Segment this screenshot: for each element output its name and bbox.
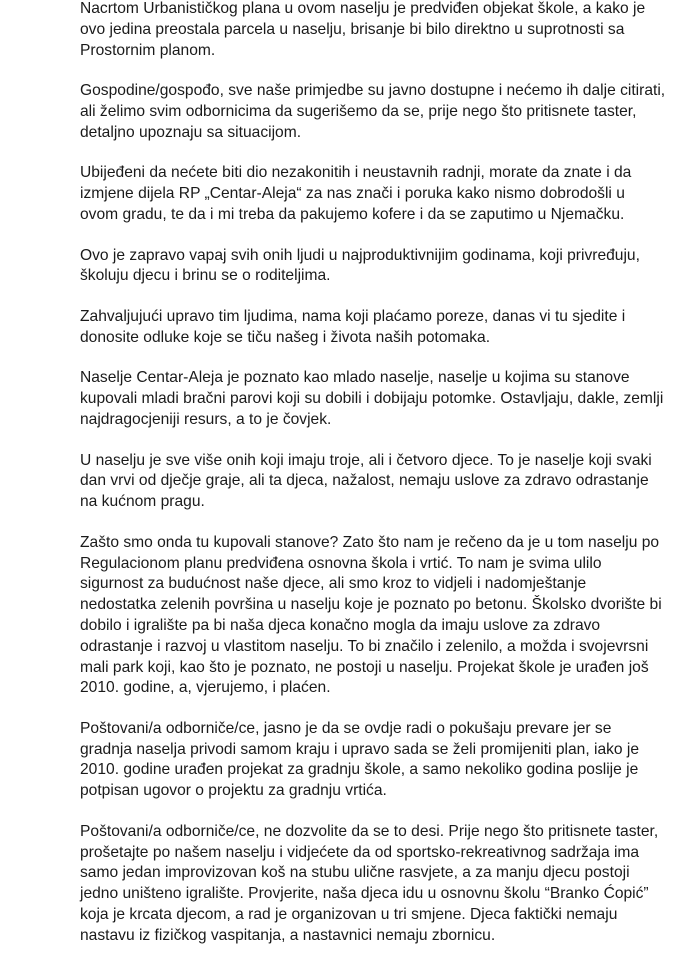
- paragraph-line: nastavu iz fizičkog vaspitanja, a nastavnici nemaju zbornicu.: [80, 926, 496, 944]
- paragraph-line: odrastanje i razvoj u vlastitom naselju. To bi značilo i zelenilo, a možda i svojevrsni: [80, 637, 649, 655]
- paragraph-line: samo jedan improvizovan koš na stubu ulične rasvjete, a za manju djecu postoji: [80, 864, 630, 882]
- paragraph-line: prošetajte po našem naselju i vidjećete da od sportsko-rekreativnog sadržaja ima: [80, 843, 640, 861]
- paragraph-line: na kućnom pragu.: [80, 493, 205, 511]
- paragraph-line: Zahvaljujući upravo tim ljudima, nama koji plaćamo poreze, danas vi tu sjedite i: [80, 307, 626, 325]
- paragraph-line: školuju djecu i brinu se o roditeljima.: [80, 267, 331, 285]
- paragraph-line: ali želimo svim odbornicima da sugerišemo da se, prije nego što pritisnete taster,: [80, 102, 637, 120]
- paragraph-line: donosite odluke koje se tiču našeg i života naših potomaka.: [80, 328, 491, 346]
- paragraph-line: 2010. godine urađen projekat za gradnju škole, a samo nekoliko godina poslije je: [80, 761, 639, 779]
- paragraph-line: dobilo i igralište pa bi naša djeca konačno mogla da imaju uslove za zdravo: [80, 616, 601, 634]
- paragraph-line: dan vrvi od dječje graje, ali ta djeca, nažalost, nemaju uslove za zdravo odrastanje: [80, 472, 649, 490]
- paragraph: [80, 0, 680, 61]
- paragraph-line: 2010. godine, a, vjerujemo, i plaćen.: [80, 679, 331, 697]
- paragraph-line: nedostatka zelenih površina u naselju koje je poznato po betonu. Školsko dvorište bi: [80, 596, 662, 614]
- paragraph-line: gradnja naselja privodi samom kraju i upravo sada se želi promijeniti plan, iako je: [80, 740, 640, 758]
- paragraph-line: Zašto smo onda tu kupovali stanove? Zato što nam je rečeno da je u tom naselju po: [80, 533, 660, 551]
- paragraph-line: ovom gradu, te da i mi treba da pakujemo kofere i da se zaputimo u Njemačku.: [80, 205, 625, 223]
- paragraph-line: Gospodine/gospođo, sve naše primjedbe su javno dostupne i nećemo ih dalje citirati,: [80, 82, 666, 100]
- paragraph: [80, 163, 680, 225]
- paragraph-line: potpisan ugovor o projektu za gradnju vrtića.: [80, 782, 387, 800]
- paragraph: [80, 368, 680, 430]
- paragraph-line: Prostornim planom.: [80, 41, 216, 59]
- paragraph-line: koja je krcata djecom, a rad je organizovan u tri smjene. Djeca faktički nemaju: [80, 906, 618, 924]
- paragraph-line: Ovo je zapravo vapaj svih onih ljudi u najproduktivnijim godinama, koji privređuju,: [80, 246, 640, 264]
- paragraph-line: jedno uništeno igralište. Provjerite, naša djeca idu u osnovnu školu “Branko Ćopić”: [80, 885, 649, 903]
- paragraph: [80, 822, 680, 947]
- paragraph-line: kupovali mladi bračni parovi koji su dobili i dobijaju potomke. Ostavljaju, dakle, zemlji: [80, 390, 664, 408]
- paragraph-line: Poštovani/a odborniče/ce, ne dozvolite da se to desi. Prije nego što pritisnete taster,: [80, 822, 659, 840]
- paragraph-line: Ubijeđeni da nećete biti dio nezakonitih i neustavnih radnji, morate da znate i da: [80, 164, 632, 182]
- paragraph: [80, 719, 680, 802]
- paragraph-line: najdragocjeniji resurs, a to je čovjek.: [80, 410, 332, 428]
- paragraph-line: U naselju je sve više onih koji imaju troje, ali i četvoro djece. To je naselje koji svaki: [80, 451, 652, 469]
- paragraph-line: sigurnost za budućnost naše djece, ali smo kroz to vidjeli i nadomještanje: [80, 575, 587, 593]
- paragraph-line: mali park koji, kao što je poznato, ne postoji u naselju. Projekat škole je urađen još: [80, 658, 649, 676]
- paragraph: [80, 81, 680, 143]
- paragraph-line: Naselje Centar-Aleja je poznato kao mlado naselje, naselje u kojima su stanove: [80, 369, 630, 387]
- paragraph: [80, 307, 680, 349]
- document-body: [80, 0, 680, 966]
- paragraph-line: ovo jedina preostala parcela u naselju, brisanje bi bilo direktno u suprotnosti sa: [80, 20, 625, 38]
- paragraph-line: Poštovani/a odborniče/ce, jasno je da se ovdje radi o pokušaju prevare jer se: [80, 719, 612, 737]
- paragraph-line: Nacrtom Urbanističkog plana u ovom naselju je predviđen objekat škole, a kako je: [80, 0, 646, 17]
- paragraph-line: detaljno upoznaju sa situacijom.: [80, 123, 302, 141]
- paragraph: [80, 533, 680, 699]
- paragraph-line: izmjene dijela RP „Centar-Aleja“ za nas znači i poruka kako nismo dobrodošli u: [80, 185, 625, 203]
- paragraph-line: Regulacionom planu predviđena osnovna škola i vrtić. To nam je svima ulilo: [80, 554, 602, 572]
- paragraph: [80, 451, 680, 513]
- paragraph: [80, 246, 680, 288]
